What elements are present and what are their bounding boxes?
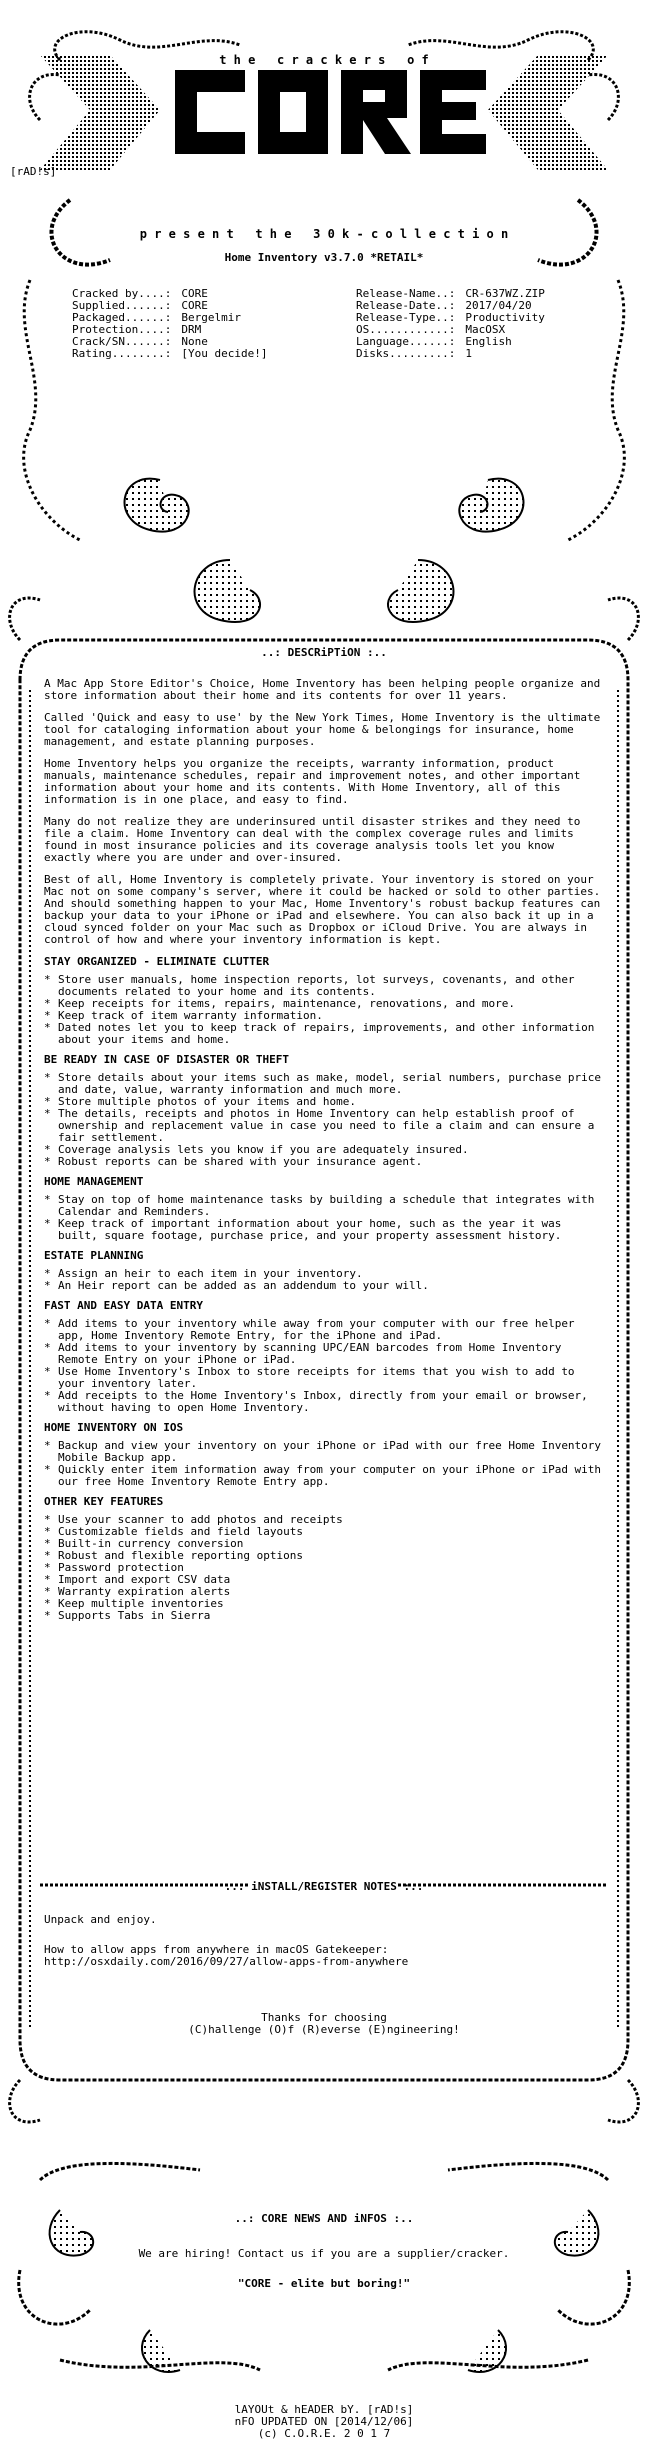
- thanks-line: (C)hallenge (O)f (R)everse (E)ngineering!: [188, 2023, 460, 2036]
- feature-list: [44, 1268, 602, 1292]
- list-item: * The details, receipts and photos in Home Inventory can help establish proof of ownership and replacement value in case you need to file a claim and can ensure a fair settlement.: [44, 1108, 602, 1144]
- section-heading: HOME INVENTORY ON IOS: [44, 1421, 184, 1434]
- list-item: * Keep track of item warranty information.: [44, 1010, 602, 1022]
- list-item: * Keep receipts for items, repairs, maintenance, renovations, and more.: [44, 998, 602, 1010]
- list-item: * Use Home Inventory's Inbox to store receipts for items that you wish to add to your inventory later.: [44, 1366, 602, 1390]
- list-item: * Robust reports can be shared with your insurance agent.: [44, 1156, 602, 1168]
- bottom-ornaments: [50, 2210, 599, 2372]
- list-item: * Backup and view your inventory on your iPhone or iPad with our free Home Inventory Mobile Backup app.: [44, 1440, 602, 1464]
- install-title: ..: iNSTALL/REGISTER NOTES :..: [224, 1880, 424, 1893]
- feature-list: [44, 974, 602, 1046]
- description-body: [44, 678, 602, 1630]
- info-value: Bergelmir: [181, 311, 241, 324]
- info-label: Disks.........:: [356, 347, 456, 360]
- thanks-line: Thanks for choosing: [261, 2011, 387, 2024]
- feature-list: [44, 1318, 602, 1414]
- info-value: [You decide!]: [181, 347, 268, 360]
- list-item: * Keep track of important information about your home, such as the year it was built, square footage, purchase price, and your property assessment history.: [44, 1218, 602, 1242]
- info-label: Release-Name..:: [356, 287, 456, 300]
- info-value: 2017/04/20: [465, 299, 532, 312]
- info-label: OS............:: [356, 323, 456, 336]
- info-label: Protection....:: [72, 323, 172, 336]
- description-paragraph: Called 'Quick and easy to use' by the New York Times, Home Inventory is the ultimate tool for cataloging information about your home & belongings for insurance, home management, and estate planning purposes.: [44, 711, 601, 748]
- list-item: * Add items to your inventory by scanning UPC/EAN barcodes from Home Inventory Remote Entry on your iPhone or iPad.: [44, 1342, 602, 1366]
- footer-line: lAYOUt & hEADER bY. [rAD!s]: [234, 2403, 414, 2416]
- info-label: Supplied......:: [72, 299, 172, 312]
- description-paragraph: Best of all, Home Inventory is completely private. Your inventory is stored on your Mac not on some company's server, where it could be hacked or sold to other parties. And should something happen to your Mac, Home Inventory's robust backup features can backup your data to your iPhone or iPad and elsewhere. You can also back it up in a cloud synced folder on your Mac such as Dropbox or iCloud Drive. You are always in control of how and where your inventory information is kept.: [44, 873, 601, 946]
- section-heading: ESTATE PLANNING: [44, 1249, 144, 1262]
- list-item: * Dated notes let you to keep track of repairs, improvements, and other information about your items and home.: [44, 1022, 602, 1046]
- info-block-right: [356, 288, 545, 360]
- list-item: * Quickly enter item information away from your computer on your iPhone or iPad with our free Home Inventory Remote Entry app.: [44, 1464, 602, 1488]
- info-label: Release-Type..:: [356, 311, 456, 324]
- info-value: English: [465, 335, 512, 348]
- section-heading: OTHER KEY FEATURES: [44, 1495, 164, 1508]
- list-item: * Import and export CSV data: [44, 1574, 602, 1586]
- info-label: Packaged......:: [72, 311, 172, 324]
- release-title: Home Inventory v3.7.0 *RETAIL*: [224, 251, 424, 264]
- news-frame: [19, 2163, 630, 2370]
- footer-line: (c) C.O.R.E. 2 0 1 7: [257, 2427, 391, 2440]
- description-title: ..: DESCRiPTiON :..: [261, 646, 387, 659]
- info-row: [356, 348, 545, 360]
- list-item: * Warranty expiration alerts: [44, 1586, 602, 1598]
- info-value: None: [181, 335, 208, 348]
- footer-line: nFO UPDATED ON [2014/12/06]: [234, 2415, 414, 2428]
- info-label: Rating........:: [72, 347, 172, 360]
- list-item: * Keep multiple inventories: [44, 1598, 602, 1610]
- feature-list: [44, 1194, 602, 1242]
- list-item: * Robust and flexible reporting options: [44, 1550, 602, 1562]
- list-item: * Add items to your inventory while away from your computer with our free helper app, Home Inventory Remote Entry, for the iPhone and iPad.: [44, 1318, 602, 1342]
- info-value: CORE: [181, 299, 208, 312]
- install-line: Unpack and enjoy.: [44, 1913, 157, 1926]
- description-paragraph: A Mac App Store Editor's Choice, Home Inventory has been helping people organize and store information about their home and its contents for over 11 years.: [44, 677, 601, 702]
- info-value: DRM: [181, 323, 202, 336]
- gatekeeper-link[interactable]: http://osxdaily.com/2016/09/27/allow-apps-from-anywhere: [44, 1955, 409, 1968]
- news-title: ..: CORE NEWS AND iNFOS :..: [234, 2212, 414, 2225]
- section-heading: BE READY IN CASE OF DISASTER OR THEFT: [44, 1053, 290, 1066]
- news-line: We are hiring! Contact us if you are a supplier/cracker.: [138, 2247, 510, 2260]
- list-item: * Customizable fields and field layouts: [44, 1526, 602, 1538]
- list-item: * Store details about your items such as make, model, serial numbers, purchase price and date, value, warranty information and much more.: [44, 1072, 602, 1096]
- info-value: CR-637WZ.ZIP: [465, 287, 545, 300]
- crackers-of-text: t h e c r a c k e r s o f: [219, 53, 429, 67]
- ornament-swirls: [125, 479, 524, 622]
- info-label: Cracked by....:: [72, 287, 172, 300]
- description-paragraph: Home Inventory helps you organize the receipts, warranty information, product manuals, maintenance schedules, repair and improvement notes, and other important information about your home and its contents. With Home Inventory, all of this information is in one place, and easy to find.: [44, 757, 581, 806]
- list-item: * Stay on top of home maintenance tasks by building a schedule that integrates with Calendar and Reminders.: [44, 1194, 602, 1218]
- list-item: * Supports Tabs in Sierra: [44, 1610, 602, 1622]
- section-heading: STAY ORGANIZED - ELIMINATE CLUTTER: [44, 955, 270, 968]
- description-paragraph: Many do not realize they are underinsured until disaster strikes and they need to file a claim. Home Inventory can deal with the complex coverage rules and limits found in most insurance policies and its coverage analysis tools let you know exactly where you are under and over-insured.: [44, 815, 581, 864]
- list-item: * Built-in currency conversion: [44, 1538, 602, 1550]
- list-item: * Coverage analysis lets you know if you are adequately insured.: [44, 1144, 602, 1156]
- install-line: How to allow apps from anywhere in macOS Gatekeeper:: [44, 1943, 389, 1956]
- info-row: [72, 348, 267, 360]
- list-item: * An Heir report can be added as an addendum to your will.: [44, 1280, 602, 1292]
- news-slogan: "CORE - elite but boring!": [237, 2277, 411, 2290]
- list-item: * Store user manuals, home inspection reports, lot surveys, covenants, and other documents related to your home and its contents.: [44, 974, 602, 998]
- section-heading: FAST AND EASY DATA ENTRY: [44, 1299, 203, 1312]
- tag-left: [rAD!s]: [10, 165, 57, 178]
- info-label: Release-Date..:: [356, 299, 456, 312]
- info-value: MacOSX: [465, 323, 506, 336]
- list-item: * Use your scanner to add photos and receipts: [44, 1514, 602, 1526]
- feature-list: [44, 1514, 602, 1622]
- list-item: * Assign an heir to each item in your inventory.: [44, 1268, 602, 1280]
- info-block-left: [72, 288, 267, 360]
- info-label: Crack/SN......:: [72, 335, 172, 348]
- feature-list: [44, 1072, 602, 1168]
- info-value: 1: [465, 347, 472, 360]
- list-item: * Store multiple photos of your items and home.: [44, 1096, 602, 1108]
- presents-text: p r e s e n t t h e 3 0 k - c o l l e c t i o n: [139, 227, 509, 241]
- feature-list: [44, 1440, 602, 1488]
- info-label: Language......:: [356, 335, 456, 348]
- info-value: Productivity: [465, 311, 545, 324]
- list-item: * Add receipts to the Home Inventory's Inbox, directly from your email or browser, without having to open Home Inventory.: [44, 1390, 602, 1414]
- core-logo-letters: [175, 70, 486, 154]
- section-heading: HOME MANAGEMENT: [44, 1175, 144, 1188]
- list-item: * Password protection: [44, 1562, 602, 1574]
- info-value: CORE: [181, 287, 208, 300]
